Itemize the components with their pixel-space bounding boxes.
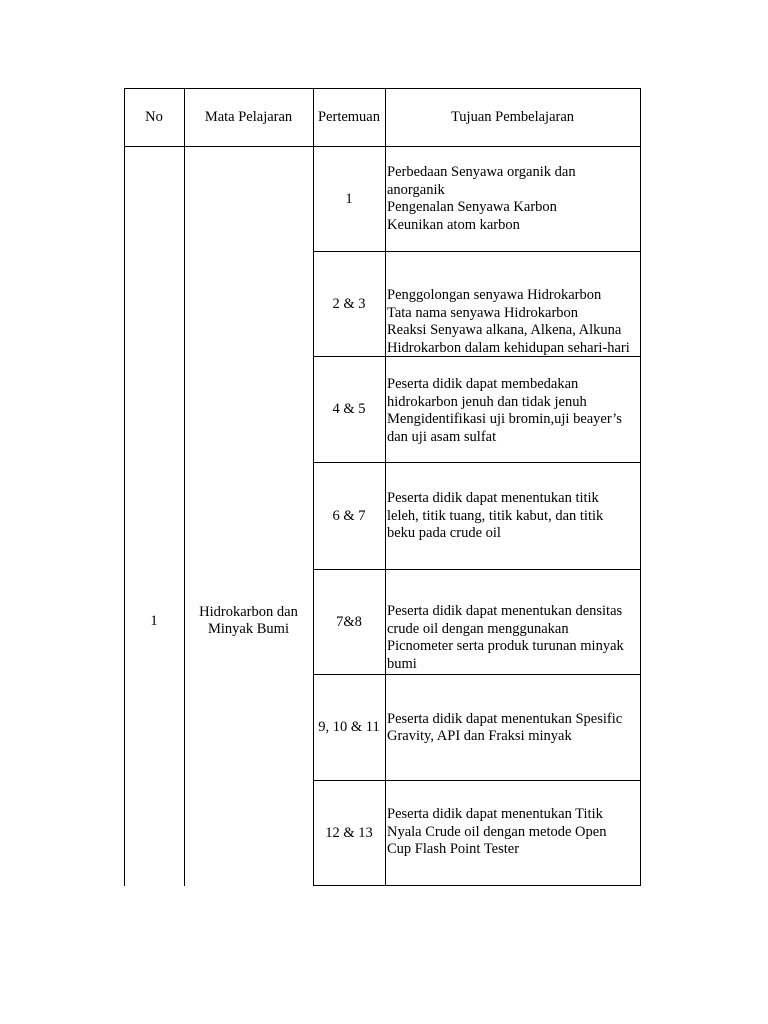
meeting-label: 9, 10 & 11 <box>318 719 380 735</box>
goal-line: Peserta didik dapat menentukan densitas <box>387 603 623 619</box>
goal-line: beku pada crude oil <box>387 525 501 542</box>
goal-line: Penggolongan senyawa Hidrokarbon <box>387 287 602 303</box>
subject-line: Hidrokarbon dan <box>199 604 298 620</box>
goal-line: Keunikan atom karbon <box>387 216 520 233</box>
goal-line: bumi <box>387 655 417 672</box>
goal-cell <box>387 490 641 543</box>
goal-line: leleh, titik tuang, titik kabut, dan titik <box>387 507 604 524</box>
goal-line: Hidrokarbon dalam kehidupan sehari-hari <box>387 339 630 356</box>
header-no: No <box>145 108 163 125</box>
goal-line: Perbedaan Senyawa organik dan <box>387 164 576 180</box>
goal-cell <box>387 287 641 357</box>
goal-cell <box>387 164 641 234</box>
goal-line: Cup Flash Point Tester <box>387 841 520 858</box>
goal-line: Peserta didik dapat menentukan Titik <box>387 806 603 823</box>
goal-line: Pengenalan Senyawa Karbon <box>387 199 557 215</box>
meeting-label: 12 & 13 <box>325 824 373 841</box>
header-meeting: Pertemuan <box>317 108 380 125</box>
meeting-label: 2 & 3 <box>332 295 366 312</box>
goal-line: Peserta didik dapat menentukan titik <box>387 490 599 507</box>
goal-line: Peserta didik dapat membedakan <box>387 376 579 392</box>
goal-line: Gravity, API dan Fraksi minyak <box>387 728 572 744</box>
goal-line: Peserta didik dapat menentukan Spesific <box>387 710 623 727</box>
goal-cell <box>387 710 641 746</box>
goal-line: Mengidentifikasi uji bromin,uji beayer’s <box>387 411 622 427</box>
goal-cell <box>387 376 641 446</box>
goal-line: hidrokarbon jenuh dan tidak jenuh <box>387 393 587 410</box>
goal-line: Reaksi Senyawa alkana, Alkena, Alkuna <box>387 322 622 338</box>
goal-line: Picnometer serta produk turunan minyak <box>387 638 624 654</box>
goal-cell <box>387 806 641 859</box>
header-subject: Mata Pelajaran <box>204 108 293 125</box>
header-goal: Tujuan Pembelajaran <box>450 108 575 125</box>
meeting-label: 7&8 <box>336 613 362 630</box>
goal-line: crude oil dengan menggunakan <box>387 620 569 637</box>
subject-line: Minyak Bumi <box>208 621 289 637</box>
goal-line: anorganik <box>387 181 445 198</box>
row-number: 1 <box>150 612 158 629</box>
meeting-label: 4 & 5 <box>332 401 366 417</box>
subject-cell <box>184 596 313 646</box>
goal-line: Tata nama senyawa Hidrokarbon <box>387 304 579 321</box>
goal-cell <box>387 603 641 673</box>
meeting-label: 6 & 7 <box>332 507 366 524</box>
meeting-label: 1 <box>345 190 353 207</box>
goal-line: Nyala Crude oil dengan metode Open <box>387 823 607 840</box>
goal-line: dan uji asam sulfat <box>387 428 497 445</box>
